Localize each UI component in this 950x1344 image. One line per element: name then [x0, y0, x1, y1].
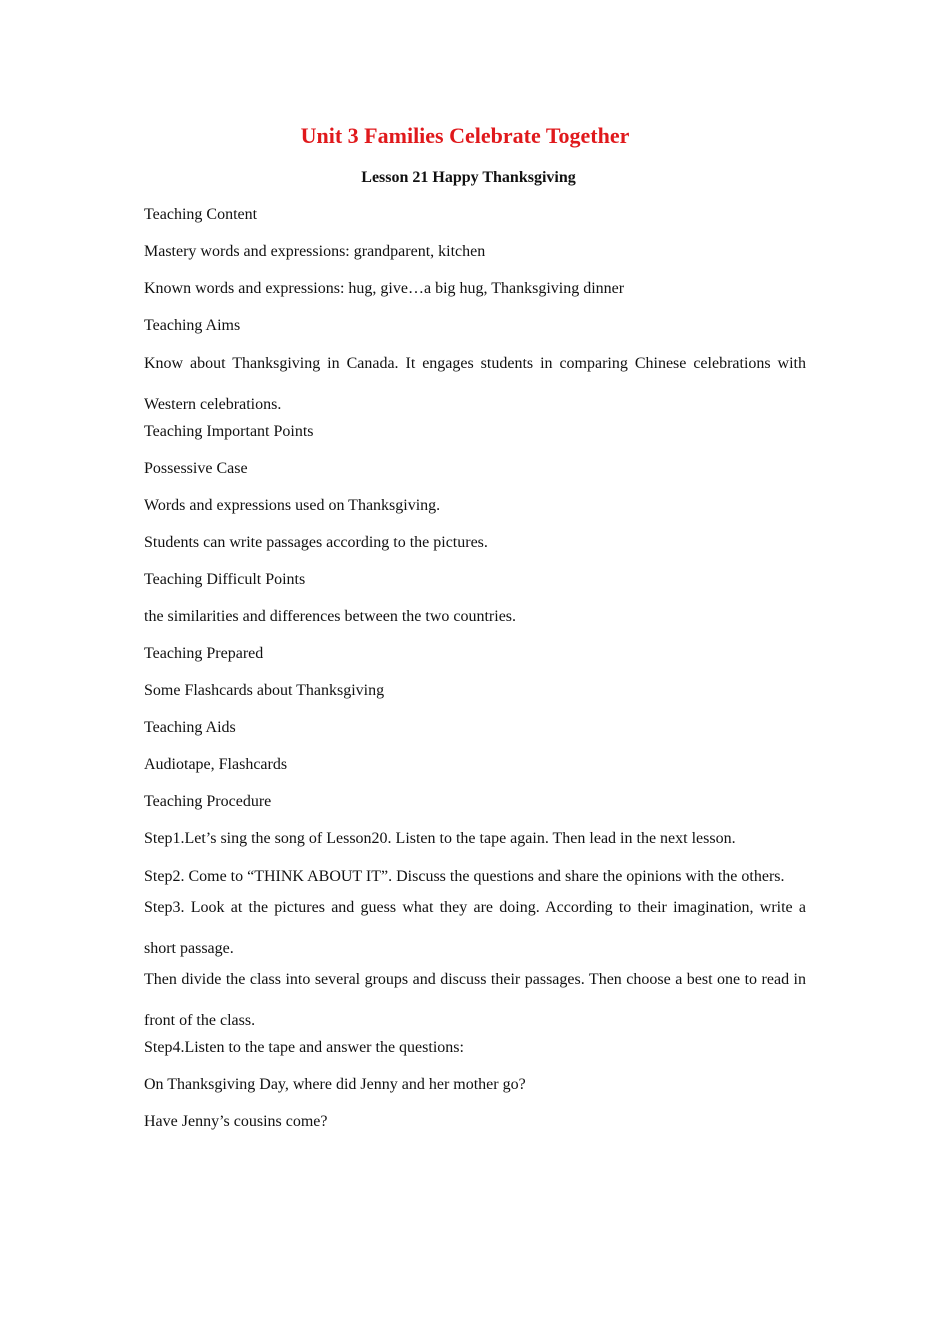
- body-line: Some Flashcards about Thanksgiving: [144, 682, 385, 699]
- procedure-step: Step4.Listen to the tape and answer the questions:: [144, 1039, 464, 1056]
- document-body: [144, 205, 806, 1149]
- lesson-subtitle: Lesson 21 Happy Thanksgiving: [361, 169, 576, 186]
- body-line: Possessive Case: [144, 460, 248, 477]
- body-line: Words and expressions used on Thanksgiving.: [144, 497, 441, 514]
- question-line: Have Jenny’s cousins come?: [144, 1113, 328, 1130]
- document-title: Unit 3 Families Celebrate Together: [300, 123, 630, 148]
- body-paragraph: Know about Thanksgiving in Canada. It engages students in comparing Chinese celebrations with Western celebrations.: [144, 355, 806, 413]
- procedure-step: Step2. Come to “THINK ABOUT IT”. Discuss the questions and share the opinions with the others.: [144, 868, 785, 885]
- section-heading-difficult-points: Teaching Difficult Points: [144, 571, 306, 588]
- procedure-step: Step3. Look at the pictures and guess what they are doing. According to their imagination, write a short passage.: [144, 899, 806, 957]
- section-heading-teaching-procedure: Teaching Procedure: [144, 793, 272, 810]
- body-line: Mastery words and expressions: grandparent, kitchen: [144, 243, 486, 260]
- section-heading-teaching-aids: Teaching Aids: [144, 719, 236, 736]
- body-line: Known words and expressions: hug, give…a big hug, Thanksgiving dinner: [144, 280, 625, 297]
- section-heading-teaching-aims: Teaching Aims: [144, 317, 241, 334]
- section-heading-teaching-content: Teaching Content: [144, 206, 258, 223]
- procedure-step: Then divide the class into several groups and discuss their passages. Then choose a best one to read in front of the class.: [144, 971, 806, 1029]
- body-line: Audiotape, Flashcards: [144, 756, 288, 773]
- body-line: Students can write passages according to the pictures.: [144, 534, 488, 551]
- question-line: On Thanksgiving Day, where did Jenny and her mother go?: [144, 1076, 526, 1093]
- section-heading-teaching-prepared: Teaching Prepared: [144, 645, 264, 662]
- body-line: the similarities and differences between the two countries.: [144, 608, 517, 625]
- section-heading-important-points: Teaching Important Points: [144, 423, 314, 440]
- procedure-step: Step1.Let’s sing the song of Lesson20. Listen to the tape again. Then lead in the next lesson.: [144, 830, 736, 847]
